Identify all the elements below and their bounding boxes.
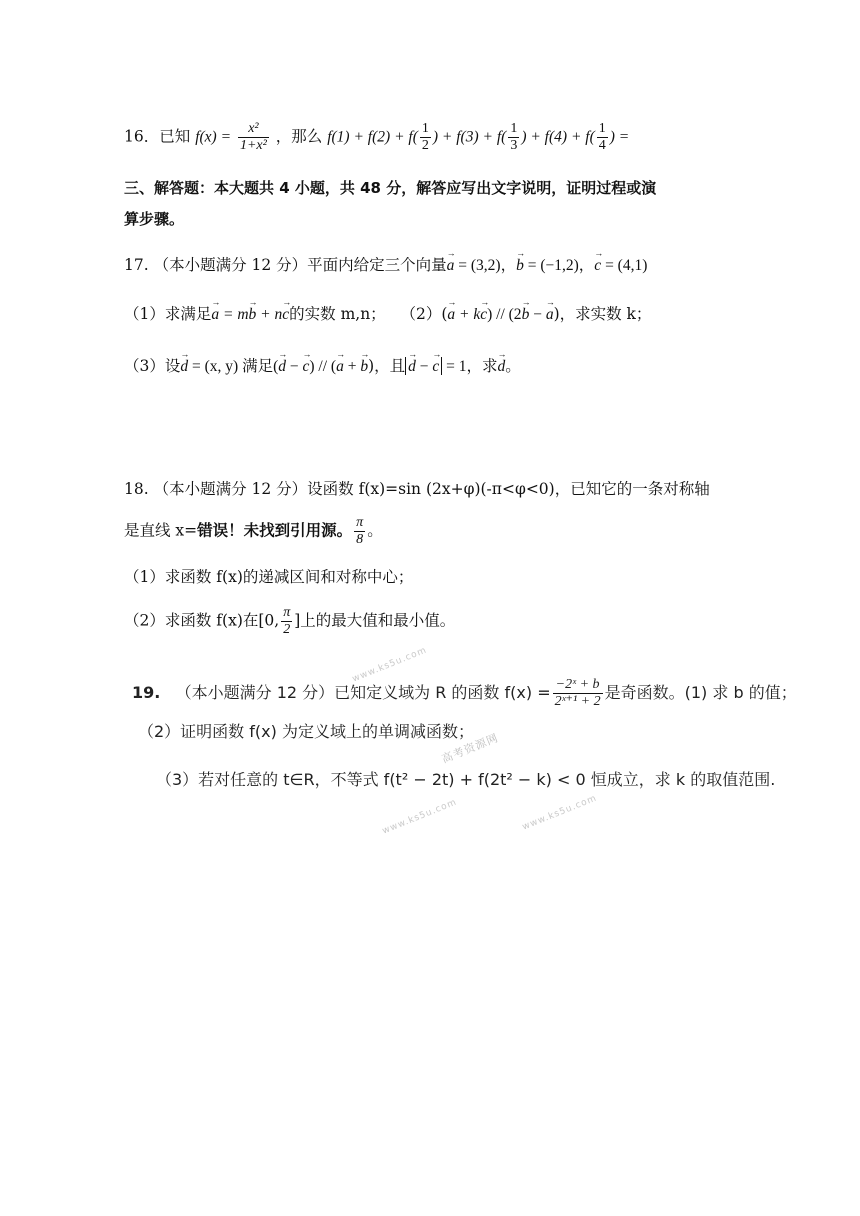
fraction (508, 122, 519, 153)
math: ) + f(4) + f( (521, 128, 595, 146)
text: （2）( (400, 305, 448, 323)
question-17-part-3: （3）设→ d = (x, y) 满足(→ d − → c) // (→ a + → b)，且→ d − → c = 1，求→ d。 (124, 359, 521, 375)
text: （1）求函数 f(x)的递减区间和对称中心； (124, 568, 414, 586)
vector-a: → a (447, 307, 455, 323)
denominator: 2 (283, 622, 291, 637)
denominator: 3 (510, 138, 518, 153)
math: ) + f(3) + f( (432, 128, 507, 146)
math: = m (219, 306, 249, 323)
question-18-line-2 (124, 516, 383, 547)
math: − (415, 358, 433, 375)
math: = (−1,2)， (523, 257, 595, 274)
fraction (281, 606, 292, 637)
math: + k (455, 306, 481, 323)
math: f(x) = (195, 128, 232, 146)
text: 是奇函数。(1) 求 b 的值； (604, 683, 797, 702)
question-17-part-1-2 (124, 307, 651, 323)
vector-a: → a (211, 307, 219, 323)
vector-d: → d (278, 359, 286, 375)
math: = (x, y) 满足( (188, 358, 279, 375)
text: )，求实数 k； (553, 305, 652, 323)
vector-a: → a (447, 258, 455, 274)
math: ) = (609, 128, 630, 146)
question-head: （本小题满分 12 分）已知定义域为 R 的函数 f(x) = (175, 683, 551, 702)
text: 的实数 m,n； (289, 305, 386, 323)
denominator: 4 (598, 138, 606, 153)
numerator: x² (248, 121, 259, 136)
math: f(1) + f(2) + f( (327, 128, 418, 146)
vector-d: → d (498, 359, 506, 375)
math: = (4,1) (601, 257, 648, 274)
text: )，且 (368, 357, 406, 375)
denominator: 1+x² (239, 138, 267, 153)
vector-a: → a (546, 307, 554, 323)
numerator: π (356, 515, 364, 530)
text: （1）求满足 (124, 305, 212, 323)
fraction (597, 122, 608, 153)
watermark: www.ks5u.com (521, 793, 599, 833)
question-head: 17. （本小题满分 12 分）平面内给定三个向量 (124, 256, 447, 274)
math: − (529, 306, 546, 323)
vector-c: → c (594, 258, 601, 274)
numerator: −2ˣ + b (555, 677, 600, 692)
vector-c: → c (282, 307, 289, 323)
math: + n (256, 306, 283, 323)
vector-b: → b (360, 359, 368, 375)
section-heading (124, 181, 656, 196)
question-19-part-3 (156, 772, 775, 788)
watermark: www.ks5u.com (381, 797, 459, 837)
numerator: π (283, 605, 291, 620)
fraction (238, 122, 269, 153)
error-reference: 错误！未找到引用源。 (197, 521, 353, 540)
numerator: 1 (598, 121, 606, 136)
fraction (420, 122, 431, 153)
vector-b: → b (522, 307, 530, 323)
text: （2）求函数 f(x)在[0, (124, 611, 280, 630)
denominator: 2ˣ⁺¹ + 2 (554, 694, 601, 709)
denominator: 2 (421, 138, 429, 153)
question-18-part-1 (124, 570, 413, 586)
denominator: 8 (356, 532, 364, 547)
section-heading-cont (124, 212, 184, 227)
math: = (3,2)， (454, 257, 517, 274)
question-19-part-2 (138, 724, 474, 740)
text: 。 (505, 357, 521, 375)
absolute-value (405, 357, 442, 375)
question-19 (132, 678, 797, 709)
math: ) // (2 (487, 306, 522, 323)
text: 已知 (159, 127, 191, 146)
vector-c: → c (432, 359, 439, 375)
text: 是直线 x= (124, 521, 198, 540)
text: （2）证明函数 f(x) 为定义域上的单调减函数； (138, 722, 474, 741)
question-head: 18. （本小题满分 12 分）设函数 f(x)=sin (2x+φ)(-π<φ<0)，已知它的一条对称轴 (124, 480, 710, 498)
math: = 1，求 (442, 358, 498, 375)
vector-a: → a (336, 359, 344, 375)
vector-d: → d (408, 359, 416, 375)
question-number: 19. (132, 683, 161, 702)
text: 。 (367, 521, 383, 540)
fraction (553, 678, 603, 709)
question-18-part-2 (124, 606, 455, 637)
watermark: 高考资源网 (439, 731, 501, 766)
vector-d: → d (180, 359, 188, 375)
math: − (285, 358, 303, 375)
math: ) // ( (309, 358, 337, 375)
text: （3）设 (124, 357, 181, 375)
vector-b: → b (516, 258, 524, 274)
text: （3）若对任意的 t∈R，不等式 f(t² − 2t) + f(2t² − k) < 0 恒成立，求 k 的取值范围. (156, 770, 776, 789)
numerator: 1 (421, 121, 429, 136)
text: ，那么 (275, 127, 323, 146)
question-18 (124, 482, 710, 498)
question-number: 16． (124, 127, 160, 146)
vector-c: → c (302, 359, 309, 375)
question-16 (124, 122, 629, 153)
question-17 (124, 258, 647, 274)
heading-line-1: 三、解答题：本大题共 4 小题，共 48 分，解答应写出文字说明，证明过程或演 (124, 179, 657, 197)
fraction (354, 516, 365, 547)
heading-line-2: 算步骤。 (124, 210, 185, 228)
vector-b: → b (249, 307, 257, 323)
numerator: 1 (510, 121, 518, 136)
vector-c: → c (480, 307, 487, 323)
watermark: www.ks5u.com (351, 645, 429, 685)
text: ]上的最大值和最小值。 (294, 611, 456, 630)
